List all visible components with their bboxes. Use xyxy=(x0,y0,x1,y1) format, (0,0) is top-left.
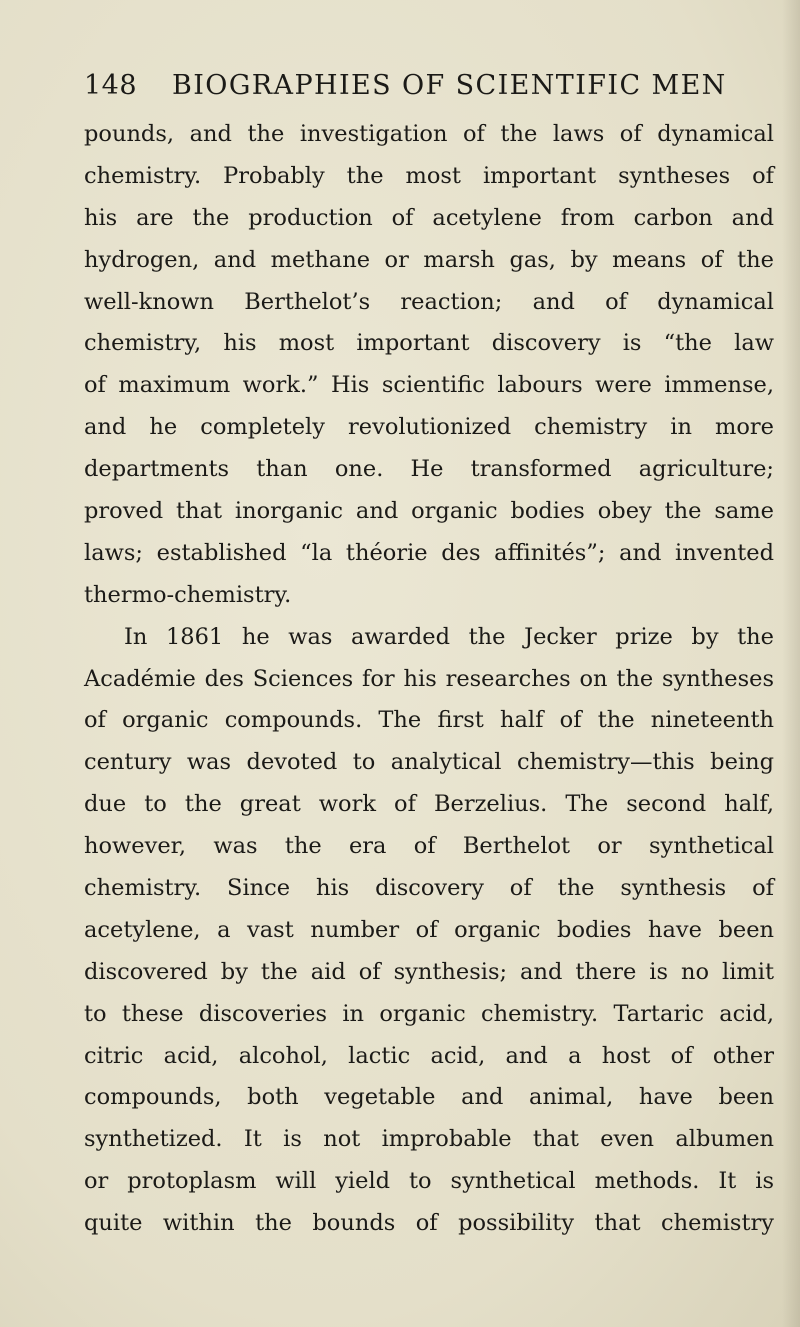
text-line: laws; established “la théorie des affinités”; and invented xyxy=(84,539,774,566)
text-line: proved that inorganic and organic bodies obey the same xyxy=(84,498,774,525)
text-line: chemistry, his most important discovery is “the law xyxy=(84,330,774,357)
paragraph-end-line: thermo-chemistry. xyxy=(84,581,292,608)
text-line: to these discoveries in organic chemistry. Tartaric acid, xyxy=(84,1000,774,1027)
paragraph-start-line: In 1861 he was awarded the Jecker prize by the xyxy=(124,623,774,650)
text-line: century was devoted to analytical chemistry—this being xyxy=(84,749,774,776)
running-title: BIOGRAPHIES OF SCIENTIFIC MEN xyxy=(172,70,727,101)
page-header xyxy=(84,70,734,110)
body-text xyxy=(84,114,774,1245)
text-line: citric acid, alcohol, lactic acid, and a host of other xyxy=(84,1042,774,1069)
text-line: discovered by the aid of synthesis; and there is no limit xyxy=(84,958,774,985)
text-line: of organic compounds. The first half of the nineteenth xyxy=(84,707,774,734)
text-line: pounds, and the investigation of the laws of dynamical xyxy=(84,121,774,147)
text-line: departments than one. He transformed agriculture; xyxy=(84,456,774,483)
page-edge-shadow xyxy=(782,0,800,1327)
text-line: or protoplasm will yield to synthetical methods. It is xyxy=(84,1168,774,1195)
text-line: and he completely revolutionized chemistry in more xyxy=(84,414,774,441)
page-number: 148 xyxy=(84,70,138,101)
text-line: due to the great work of Berzelius. The second half, xyxy=(84,791,774,818)
text-line: compounds, both vegetable and animal, have been xyxy=(84,1084,774,1111)
text-line: chemistry. Since his discovery of the synthesis of xyxy=(84,875,774,902)
text-line: chemistry. Probably the most important syntheses of xyxy=(84,162,774,189)
text-line: hydrogen, and methane or marsh gas, by means of the xyxy=(84,246,774,273)
text-line: however, was the era of Berthelot or synthetical xyxy=(84,833,774,860)
text-line: of maximum work.” His scientific labours were immense, xyxy=(84,372,774,399)
text-line: quite within the bounds of possibility that chemistry xyxy=(84,1210,774,1237)
text-line: well-known Berthelot’s reaction; and of dynamical xyxy=(84,288,774,315)
text-line: synthetized. It is not improbable that even albumen xyxy=(84,1126,774,1153)
text-line: Académie des Sciences for his researches on the syntheses xyxy=(84,665,774,692)
text-line: acetylene, a vast number of organic bodies have been xyxy=(84,916,774,943)
text-line: his are the production of acetylene from carbon and xyxy=(84,204,774,231)
